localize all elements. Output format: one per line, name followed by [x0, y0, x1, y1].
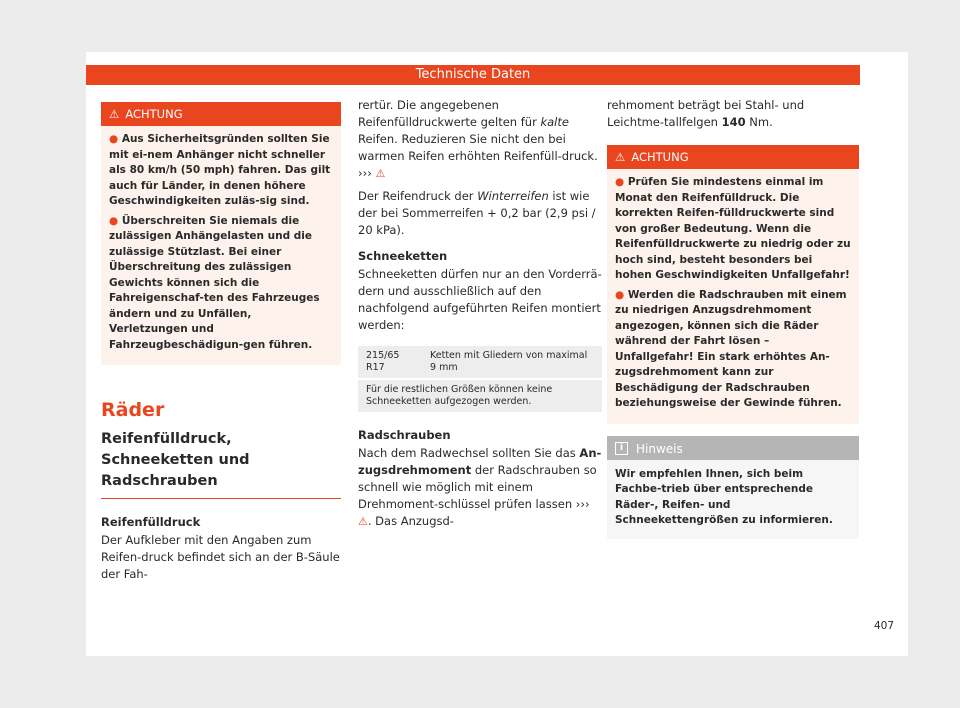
table-cell: Ketten mit Gliedern von maximal 9 mm — [422, 346, 602, 378]
paragraph: Der Reifendruck der Winterreifen ist wie der bei Sommerreifen + 0,2 bar (2,9 psi / 20 kPa). — [358, 189, 596, 237]
warning-triangle-icon: ⚠ — [358, 515, 368, 528]
subheading-tire-pressure: Reifenfülldruck — [101, 515, 201, 529]
warning-box — [101, 102, 341, 365]
table-row — [358, 346, 602, 378]
warning-triangle-icon: ⚠ — [615, 150, 626, 165]
warning-triangle-icon: ⚠ — [109, 107, 120, 122]
warning-item: ● Prüfen Sie mindestens einmal im Monat den Reifenfülldruck. Die korrekten Reifen-fülldruckwerte sind von großer Bedeutung. Wenn die Reifenfülldruckwerte zu niedrig oder zu hoch sind, besteht besonders bei hohen Geschwindigkeiten Unfallgefahr! — [615, 176, 851, 281]
hint-header — [607, 438, 859, 460]
page-number: 407 — [873, 620, 894, 632]
table-cell: 215/65 R17 — [358, 346, 422, 378]
paragraph: rehmoment beträgt bei Stahl- und Leichtme-tallfelgen 140 Nm. — [607, 98, 805, 129]
paragraph: Schneeketten dürfen nur an den Vorderrä-dern und ausschließlich auf den nachfolgend aufgeführten Reifen montiert werden: — [358, 267, 602, 332]
info-icon: i — [615, 442, 628, 455]
paragraph: Nach dem Radwechsel sollten Sie das An-zugsdrehmoment der Radschrauben so schnell wie möglich mit einem Drehmoment-schlüssel prüfen lassen ››› ⚠. Das Anzugsd- — [358, 446, 602, 528]
bullet-icon: ● — [109, 214, 122, 227]
bullet-icon: ● — [615, 176, 628, 188]
warning-label: ACHTUNG — [125, 107, 183, 122]
subheading-wheel-bolts: Radschrauben — [358, 428, 451, 442]
section-header: Technische Daten — [86, 65, 860, 85]
hint-label: Hinweis — [636, 441, 683, 456]
section-subtitle: Reifenfülldruck, Schneeketten und Radschrauben — [101, 429, 341, 499]
column-1 — [101, 102, 341, 589]
manual-page — [86, 52, 908, 656]
column-2 — [358, 97, 602, 536]
reference-arrow: ››› — [358, 166, 372, 180]
column-3 — [607, 97, 859, 539]
warning-item: ● Aus Sicherheitsgründen sollten Sie mit ei-nem Anhänger nicht schneller als 80 km/h (50 mph) fahren. Das gilt auch für Länder, in denen höhere Geschwindigkeiten zuläs-sig sind. — [109, 133, 331, 207]
warning-box — [607, 145, 859, 424]
bullet-icon: ● — [615, 288, 628, 301]
section-title: Räder — [101, 399, 165, 421]
warning-item: ● Überschreiten Sie niemals die zulässigen Anhängelasten und die zulässige Stützlast. Bei einer Überschreitung des zulässigen Gewichts können sich die Fahreigenschaf-ten des Fahrzeuges ändern und zu Unfällen, Verletzungen und Fahrzeugbeschädigun-gen führen. — [109, 214, 320, 351]
paragraph: rertür. Die angegebenen Reifenfülldruckwerte gelten für kalte Reifen. Reduzieren Sie nicht den bei warmen Reifen erhöhten Reifenfüll-druck. ››› ⚠ — [358, 98, 598, 180]
hint-text: Wir empfehlen Ihnen, sich beim Fachbe-trieb über entsprechende Räder-, Reifen- und Schneekettengrößen zu informieren. — [615, 467, 833, 526]
snow-chain-table — [358, 344, 602, 414]
table-row — [358, 380, 602, 412]
reference-arrow: ››› — [575, 497, 590, 511]
warning-header — [607, 147, 859, 169]
subheading-snow-chains: Schneeketten — [358, 249, 448, 263]
warning-triangle-icon: ⚠ — [375, 167, 386, 180]
warning-header — [101, 104, 341, 126]
table-cell: Für die restlichen Größen können keine Schneeketten aufgezogen werden. — [358, 380, 602, 412]
warning-label: ACHTUNG — [631, 150, 689, 165]
paragraph: Der Aufkleber mit den Angaben zum Reifen-druck befindet sich an der B-Säule der Fah- — [101, 533, 340, 581]
warning-item: ● Werden die Radschrauben mit einem zu niedrigen Anzugsdrehmoment angezogen, können sich die Räder während der Fahrt lösen – Unfallgefahr! Ein stark erhöhtes An-zugsdrehmoment kann zur Beschädigung der Radschrauben beziehungsweise der Gewinde führen. — [615, 288, 847, 409]
hint-box — [607, 436, 859, 539]
bullet-icon: ● — [109, 133, 122, 145]
